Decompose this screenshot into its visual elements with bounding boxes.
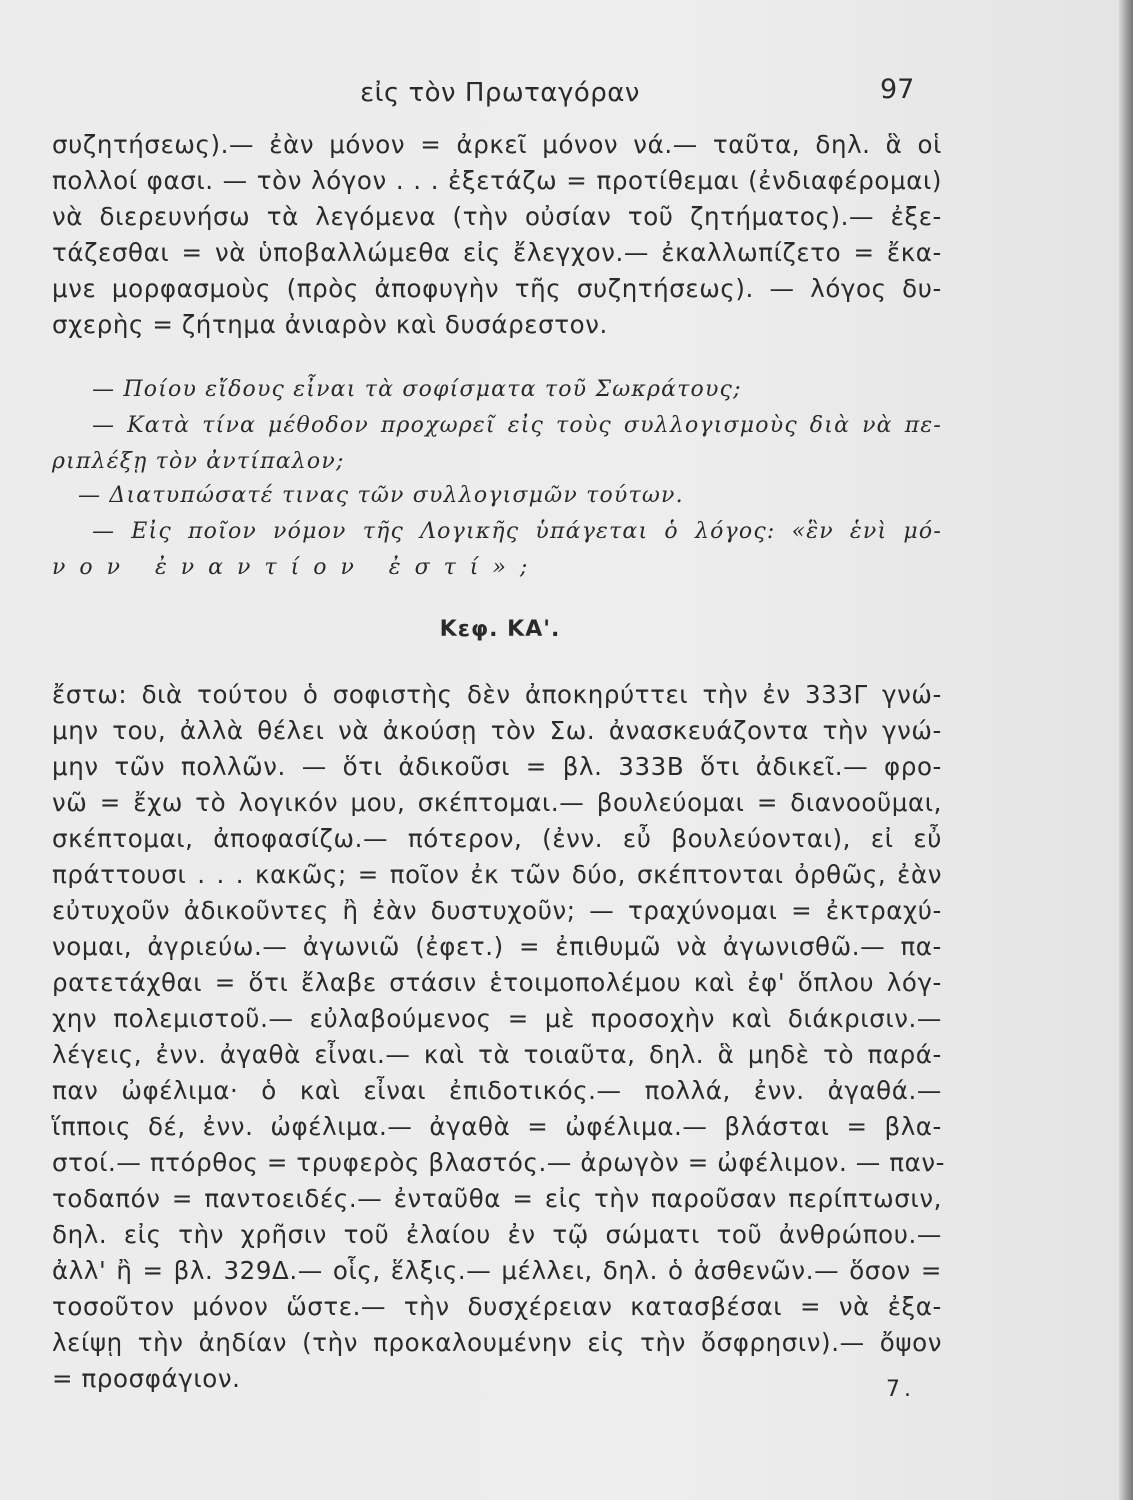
commentary-line: σχερὴς = ζήτημα ἀνιαρὸν καὶ δυσάρεστον. — [52, 310, 608, 339]
page-number: 97 — [880, 74, 915, 105]
commentary-line: πολλοί φασι. — τὸν λόγον . . . ἐξετάζω = προτίθεμαι (ἐνδιαφέρομαι) — [52, 166, 942, 195]
commentary-line: εὐτυχοῦν ἀδικοῦντες ἢ ἐὰν δυστυχοῦν; — τραχύνομαι = ἐκτραχύ- — [52, 896, 942, 925]
commentary-line: πράττουσι . . . κακῶς; = ποῖον ἐκ τῶν δύο, σκέπτονται ὀρθῶς, ἐὰν — [52, 860, 942, 889]
commentary-line: νομαι, ἀγριεύω.— ἀγωνιῶ (ἐφετ.) = ἐπιθυμῶ νὰ ἀγωνισθῶ.— πα- — [52, 932, 942, 961]
commentary-line: χην πολεμιστοῦ.— εὐλαβούμενος = μὲ προσοχὴν καὶ διάκρισιν.— — [52, 1004, 942, 1033]
study-question: — Ποίου εἴδους εἶναι τὰ σοφίσματα τοῦ Σωκράτους; — [92, 377, 742, 402]
study-question: — Κατὰ τίνα μέθοδον προχωρεῖ εἰς τοὺς συλλογισμοὺς διὰ νὰ πε- — [92, 413, 942, 438]
study-question-continued: νον ἐναντίον ἐστί»; — [52, 555, 542, 580]
commentary-line: λέγεις, ἐνν. ἀγαθὰ εἶναι.— καὶ τὰ τοιαῦτα, δηλ. ἃ μηδὲ τὸ παρά- — [52, 1040, 942, 1069]
page-edge-shadow — [1119, 0, 1133, 1500]
signature-mark: 7. — [886, 1377, 915, 1402]
study-question: — Διατυπώσατέ τινας τῶν συλλογισμῶν τούτων. — [78, 483, 684, 508]
commentary-line: ἔστω: διὰ τούτου ὁ σοφιστὴς δὲν ἀποκηρύττει τὴν ἐν 333Γ γνώ- — [52, 680, 942, 709]
commentary-line: τάζεσθαι = νὰ ὑποβαλλώμεθα εἰς ἔλεγχον.— ἐκαλλωπίζετο = ἔκα- — [52, 238, 942, 267]
commentary-line: συζητήσεως).— ἐὰν μόνον = ἀρκεῖ μόνον νά.— ταῦτα, δηλ. ἃ οἱ — [52, 130, 942, 159]
commentary-line: στοί.— πτόρθος = τρυφερὸς βλαστός.— ἀρωγὸν = ὠφέλιμον. — παν- — [52, 1148, 946, 1177]
commentary-line: ἀλλ' ἢ = βλ. 329Δ.— οἷς, ἕλξις.— μέλλει, δηλ. ὁ ἀσθενῶν.— ὅσον = — [52, 1256, 942, 1285]
commentary-line: μην τῶν πολλῶν. — ὅτι ἀδικοῦσι = βλ. 333Β ὅτι ἀδικεῖ.— φρο- — [52, 752, 942, 781]
commentary-line: νὰ διερευνήσω τὰ λεγόμενα (τὴν οὐσίαν τοῦ ζητήματος).— ἐξε- — [52, 202, 942, 231]
commentary-line: νῶ = ἔχω τὸ λογικόν μου, σκέπτομαι.— βουλεύομαι = διανοοῦμαι, — [52, 788, 942, 817]
commentary-line: = προσφάγιον. — [52, 1364, 241, 1393]
running-header-title: εἰς τὸν Πρωταγόραν — [360, 78, 640, 108]
commentary-line: παν ὠφέλιμα· ὁ καὶ εἶναι ἐπιδοτικός.— πολλά, ἐνν. ἀγαθά.— — [52, 1076, 942, 1105]
commentary-line: ἵπποις δέ, ἐνν. ὠφέλιμα.— ἀγαθὰ = ὠφέλιμα.— βλάσται = βλα- — [52, 1112, 942, 1141]
commentary-line: ρατετάχθαι = ὅτι ἔλαβε στάσιν ἑτοιμοπολέμου καὶ ἐφ' ὅπλου λόγ- — [52, 968, 942, 997]
chapter-heading: Κεφ. ΚΑ'. — [439, 617, 561, 642]
commentary-line: τοδαπόν = παντοειδές.— ἐνταῦθα = εἰς τὴν παροῦσαν περίπτωσιν, — [52, 1184, 942, 1213]
commentary-line: τοσοῦτον μόνον ὥστε.— τὴν δυσχέρειαν κατασβέσαι = νὰ ἐξα- — [52, 1292, 942, 1321]
study-question-continued: ριπλέξῃ τὸν ἀντίπαλον; — [52, 449, 345, 474]
commentary-line: μνε μορφασμοὺς (πρὸς ἀποφυγὴν τῆς συζητήσεως). — λόγος δυ- — [52, 274, 942, 303]
commentary-line: σκέπτομαι, ἀποφασίζω.— πότερον, (ἐνν. εὖ βουλεύονται), εἰ εὖ — [52, 824, 942, 853]
commentary-line: λείψῃ τὴν ἀηδίαν (τὴν προκαλουμένην εἰς τὴν ὄσφρησιν).— ὄψον — [52, 1328, 942, 1357]
commentary-line: μην του, ἀλλὰ θέλει νὰ ἀκούσῃ τὸν Σω. ἀνασκευάζοντα τὴν γνώ- — [52, 716, 942, 745]
study-question: — Εἰς ποῖον νόμον τῆς Λογικῆς ὑπάγεται ὁ λόγος: «ἓν ἑνὶ μό- — [92, 519, 942, 544]
commentary-line: δηλ. εἰς τὴν χρῆσιν τοῦ ἐλαίου ἐν τῷ σώματι τοῦ ἀνθρώπου.— — [52, 1220, 942, 1249]
